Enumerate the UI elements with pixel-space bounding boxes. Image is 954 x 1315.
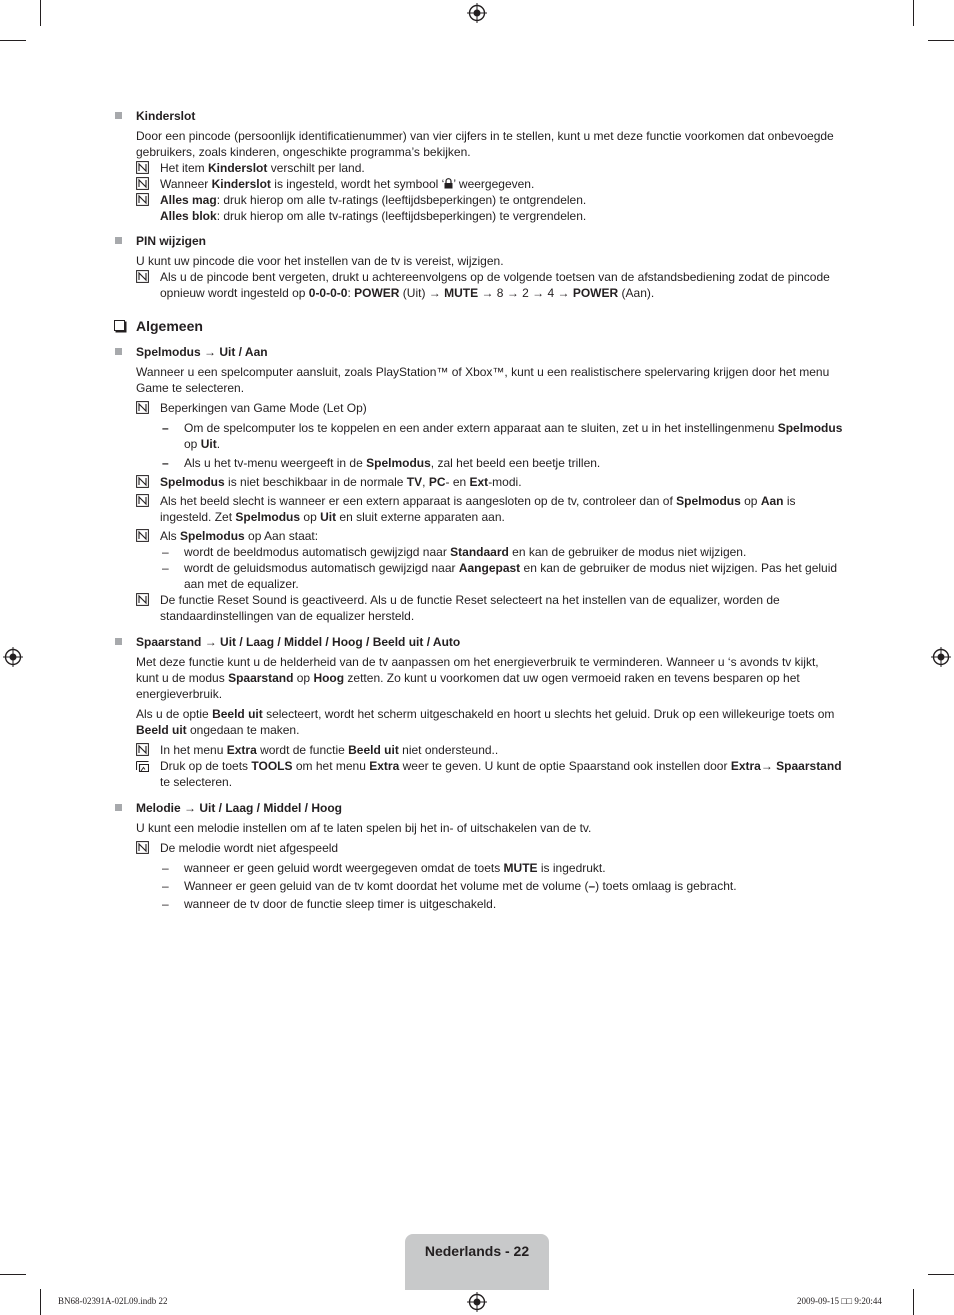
note-icon <box>136 401 149 414</box>
note-icon <box>136 841 149 854</box>
square-bullet-icon <box>115 348 122 355</box>
note-icon <box>136 593 149 606</box>
note-item: Het item Kinderslot verschilt per land. <box>114 160 844 176</box>
note-item: Als Spelmodus op Aan staat: <box>114 528 844 544</box>
note-item: Spelmodus is niet beschikbaar in de normale TV, PC- en Ext-modi. <box>114 474 844 490</box>
dash-bullet: – <box>162 897 169 911</box>
note-icon <box>136 177 149 190</box>
note-icon <box>136 475 149 488</box>
tools-icon <box>136 759 149 772</box>
note-icon <box>136 529 149 542</box>
spelmodus-description: Wanneer u een spelcomputer aansluit, zoals PlayStation™ of Xbox™, kunt u een realistischere spelervaring krijgen door het menu Game te selecteren. <box>136 365 830 395</box>
crop-mark <box>0 1274 26 1275</box>
dash-bullet: – <box>162 861 169 875</box>
spaarstand-paragraph: Als u de optie Beeld uit selecteert, wordt het scherm uitgeschakeld en hoort u slechts het geluid. Druk op een willekeurige toets om Beeld uit ongedaan te maken. <box>136 707 835 737</box>
note-icon <box>136 494 149 507</box>
dash-bullet: – <box>162 561 169 575</box>
crop-mark <box>0 40 26 41</box>
square-bullet-icon <box>115 237 122 244</box>
melodie-description: U kunt een melodie instellen om af te laten spelen bij het in- of uitschakelen van de tv. <box>136 821 592 835</box>
note-item: Als u de pincode bent vergeten, drukt u achtereenvolgens op de volgende toetsen van de afstandsbediening zodat de pincode opnieuw wordt ingesteld op 0-0-0-0: POWER (Uit) → MUTE → 8 → 2 → 4 → POWER (Aan). <box>114 269 844 301</box>
note-icon <box>136 270 149 283</box>
square-bullet-icon <box>115 112 122 119</box>
melodie-heading: Melodie → Uit / Laag / Middel / Hoog <box>114 800 844 816</box>
note-item: Alles mag: druk hierop om alle tv-ratings (leeftijdsbeperkingen) te ontgrendelen. Alles blok: druk hierop om alle tv-ratings (leeftijdsbeperkingen) te vergrendelen. <box>114 192 844 224</box>
note-item: De functie Reset Sound is geactiveerd. Als u de functie Reset selecteert na het instellen van de equalizer, worden de standaardinstellingen van de equalizer hersteld. <box>114 592 844 624</box>
dash-bullet: – <box>162 421 169 435</box>
pin-heading: PIN wijzigen <box>114 233 844 249</box>
page-number-tab: Nederlands - 22 <box>405 1234 549 1290</box>
crop-mark <box>913 0 914 26</box>
dash-bullet: – <box>162 545 169 559</box>
crop-mark <box>928 40 954 41</box>
dash-item: – Wanneer er geen geluid van de tv komt doordat het volume met de volume (–) toets omlaag is gebracht. <box>162 879 737 893</box>
registration-mark-icon <box>931 647 951 667</box>
registration-mark-icon <box>3 647 23 667</box>
crop-mark <box>40 1289 41 1315</box>
note-icon <box>136 743 149 756</box>
dash-bullet: – <box>162 456 169 470</box>
spaarstand-paragraph: Met deze functie kunt u de helderheid van de tv aanpassen om het energieverbruik te verminderen. Wanneer u ‘s avonds tv kijkt, kunt u de modus Spaarstand op Hoog zetten. Zo kunt u voorkomen dat uw ogen vermoeid raken en tevens besparen op het energieverbruik. <box>136 655 819 701</box>
crop-mark <box>913 1289 914 1315</box>
lock-icon <box>444 178 453 189</box>
dash-bullet: – <box>162 879 169 893</box>
note-item: De melodie wordt niet afgespeeld <box>114 840 844 856</box>
spelmodus-heading: Spelmodus → Uit / Aan <box>114 344 844 360</box>
registration-mark-icon <box>467 3 487 23</box>
note-item: In het menu Extra wordt de functie Beeld uit niet ondersteund.. <box>114 742 844 758</box>
checkbox-bullet-icon <box>114 320 125 331</box>
section-heading-algemeen: Algemeen <box>114 317 844 335</box>
tools-note-item: Druk op de toets TOOLS om het menu Extra weer te geven. U kunt de optie Spaarstand ook instellen door Extra→ Spaarstand te selecteren. <box>114 758 844 790</box>
footer-timestamp: 2009-09-15 □□ 9:20:44 <box>797 1296 882 1306</box>
registration-mark-icon <box>467 1292 487 1312</box>
kinderslot-heading: Kinderslot <box>114 108 844 124</box>
spaarstand-heading: Spaarstand → Uit / Laag / Middel / Hoog / Beeld uit / Auto <box>114 634 844 650</box>
dash-item: – wanneer de tv door de functie sleep timer is uitgeschakeld. <box>162 897 497 911</box>
dash-item: – Om de spelcomputer los te koppelen en een ander extern apparaat aan te sluiten, zet u in het instellingenmenu Spelmodus op Uit. <box>162 421 843 451</box>
dash-item: – wordt de geluidsmodus automatisch gewijzigd naar Aangepast en kan de gebruiker de modus niet wijzigen. Pas het geluid aan met de equalizer. <box>162 561 838 591</box>
square-bullet-icon <box>115 804 122 811</box>
manual-content <box>114 108 844 912</box>
dash-item: – wordt de beeldmodus automatisch gewijzigd naar Standaard en kan de gebruiker de modus niet wijzigen. <box>162 545 747 559</box>
dash-item: – Als u het tv-menu weergeeft in de Spelmodus, zal het beeld een beetje trillen. <box>162 456 601 470</box>
footer-file-info: BN68-02391A-02L09.indb 22 <box>58 1296 168 1306</box>
note-icon <box>136 161 149 174</box>
note-item: Wanneer Kinderslot is ingesteld, wordt het symbool ‘ ’ weergegeven. <box>114 176 844 192</box>
crop-mark <box>928 1274 954 1275</box>
note-item: Als het beeld slecht is wanneer er een extern apparaat is aangesloten op de tv, controleer dan of Spelmodus op Aan is ingesteld. Zet Spelmodus op Uit en sluit externe apparaten aan. <box>114 493 844 525</box>
note-icon <box>136 193 149 206</box>
dash-item: – wanneer er geen geluid wordt weergegeven omdat de toets MUTE is ingedrukt. <box>162 861 606 875</box>
note-item: Beperkingen van Game Mode (Let Op) <box>114 400 844 416</box>
square-bullet-icon <box>115 638 122 645</box>
pin-description: U kunt uw pincode die voor het instellen van de tv is vereist, wijzigen. <box>136 254 504 268</box>
kinderslot-description: Door een pincode (persoonlijk identificatienummer) van vier cijfers in te stellen, kunt u met deze functie voorkomen dat onbevoegde gebruikers, zoals kinderen, ongeschikte programma’s bekijken. <box>136 129 834 159</box>
crop-mark <box>40 0 41 26</box>
